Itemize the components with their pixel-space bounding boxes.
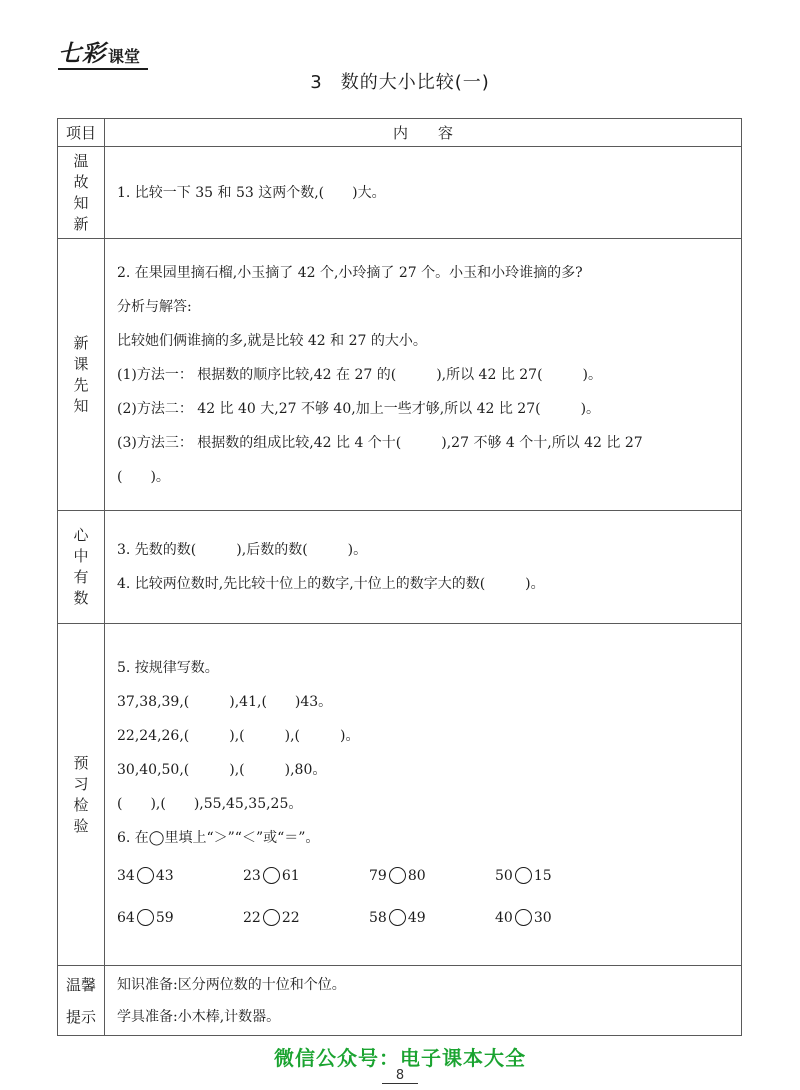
question-4 xyxy=(117,567,741,601)
sequence-text: ( xyxy=(117,795,123,812)
section-label-text: 提示 xyxy=(65,1007,96,1026)
section-content xyxy=(105,511,742,624)
section-content xyxy=(105,147,742,239)
question-6: 6. 在◯里填上“＞”“＜”或“＝”。 xyxy=(117,829,320,846)
section-tips xyxy=(58,966,742,1036)
sequence-text: ),41,( xyxy=(229,693,267,710)
logo-main-text: 七彩 xyxy=(58,41,106,67)
compare-right: 30 xyxy=(533,909,552,926)
lesson-number: 3 xyxy=(310,72,323,93)
compare-right: 59 xyxy=(155,909,174,926)
section-label xyxy=(58,239,105,511)
sequence-text: ),( xyxy=(229,761,245,778)
section-review xyxy=(58,147,742,239)
question-4-part-a: 4. 比较两位数时,先比较十位上的数字,十位上的数字大的数( xyxy=(117,576,486,592)
method-2-part-b: )。 xyxy=(580,400,601,417)
section-label-text: 温馨 xyxy=(65,975,96,994)
sequence-text: 37,38,39,( xyxy=(117,693,190,710)
sequence-text: ),( xyxy=(284,727,301,744)
question-3-part-b: ),后数的数( xyxy=(236,542,308,558)
compare-right: 80 xyxy=(407,867,426,884)
section-preview xyxy=(58,239,742,511)
compare-item xyxy=(495,897,621,939)
section-label-text: 新课先知 xyxy=(73,333,89,415)
method-2 xyxy=(117,392,741,426)
tip-tools: 学具准备:小木棒,计数器。 xyxy=(117,1008,281,1025)
column-header-item: 项目 xyxy=(58,119,105,147)
section-label-text: 心中有数 xyxy=(73,526,89,607)
method-3-part-d: )。 xyxy=(150,468,170,485)
compare-left: 22 xyxy=(243,909,261,926)
compare-item xyxy=(243,855,369,897)
compare-circle xyxy=(263,867,280,884)
compare-item xyxy=(369,855,495,897)
table-header-row xyxy=(58,119,742,147)
tip-knowledge: 知识准备:区分两位数的十位和个位。 xyxy=(117,976,346,993)
method-3-part-b: ),27 不够 4 个十,所以 42 比 27 xyxy=(441,434,643,451)
compare-right: 22 xyxy=(281,909,300,926)
method-3-part-a: (3)方法三： 根据数的组成比较,42 比 4 个十( xyxy=(117,434,402,451)
sequence-text: ),( xyxy=(150,795,166,812)
sequence-2 xyxy=(117,719,741,753)
section-label-text: 温故知新 xyxy=(73,151,89,233)
section-mind xyxy=(58,511,742,624)
section-content xyxy=(105,624,742,966)
question-2: 2. 在果园里摘石榴,小玉摘了 42 个,小玲摘了 27 个。小玉和小玲谁摘的多? xyxy=(117,264,583,281)
section-label xyxy=(58,511,105,624)
compare-circle xyxy=(263,909,280,926)
question-3-part-c: )。 xyxy=(347,542,368,558)
method-2-part-a: (2)方法二： 42 比 40 大,27 不够 40,加上一些才够,所以 42 比 27( xyxy=(117,400,541,417)
compare-circle xyxy=(389,909,406,926)
section-label xyxy=(58,147,105,239)
page-number xyxy=(0,1068,800,1083)
lesson-title: 数的大小比较(一) xyxy=(340,72,490,93)
compare-left: 58 xyxy=(369,909,387,926)
page-number-text: 8 xyxy=(382,1068,418,1084)
section-content xyxy=(105,239,742,511)
sequence-text: ),80。 xyxy=(284,761,327,778)
compare-right: 61 xyxy=(281,867,300,884)
compare-left: 79 xyxy=(369,867,387,884)
sequence-3 xyxy=(117,753,741,787)
analysis-heading: 分析与解答: xyxy=(117,298,192,315)
compare-left: 23 xyxy=(243,867,261,884)
method-1 xyxy=(117,358,741,392)
sequence-text: )43。 xyxy=(294,693,333,710)
method-3 xyxy=(117,426,741,460)
question-5: 5. 按规律写数。 xyxy=(117,659,219,676)
sequence-1 xyxy=(117,685,741,719)
question-1: 1. 比较一下 35 和 53 这两个数,( )大。 xyxy=(117,184,386,201)
compare-item xyxy=(243,897,369,939)
compare-item xyxy=(117,897,243,939)
compare-row-2 xyxy=(117,897,741,939)
compare-left: 40 xyxy=(495,909,513,926)
method-1-part-a: (1)方法一： 根据数的顺序比较,42 在 27 的( xyxy=(117,366,397,383)
section-label xyxy=(58,624,105,966)
section-label-text: 预习检验 xyxy=(73,753,89,835)
question-3 xyxy=(117,533,741,567)
sequence-text: 30,40,50,( xyxy=(117,761,190,778)
sequence-text: ),55,45,35,25。 xyxy=(193,795,303,812)
explanation: 比较她们俩谁摘的多,就是比较 42 和 27 的大小。 xyxy=(117,332,427,349)
sequence-text: )。 xyxy=(340,727,360,744)
method-3-part-c: ( xyxy=(117,468,123,485)
compare-item xyxy=(369,897,495,939)
method-1-part-b: ),所以 42 比 27( xyxy=(436,366,543,383)
sequence-4 xyxy=(117,787,741,821)
sequence-text: ),( xyxy=(229,727,245,744)
compare-right: 15 xyxy=(533,867,552,884)
page-title xyxy=(0,68,800,94)
compare-circle xyxy=(137,867,154,884)
question-4-part-b: )。 xyxy=(525,576,545,592)
compare-circle xyxy=(515,867,532,884)
compare-left: 50 xyxy=(495,867,513,884)
compare-right: 43 xyxy=(155,867,174,884)
compare-right: 49 xyxy=(407,909,426,926)
footer-watermark: 微信公众号：电子课本大全 xyxy=(274,1046,526,1070)
question-3-part-a: 3. 先数的数( xyxy=(117,542,197,558)
compare-row-1 xyxy=(117,855,741,897)
column-header-content: 内 容 xyxy=(105,119,742,147)
method-3-continued xyxy=(117,460,741,494)
publisher-logo xyxy=(58,40,140,68)
compare-left: 34 xyxy=(117,867,135,884)
logo-sub-text: 课堂 xyxy=(108,47,141,66)
compare-item xyxy=(495,855,621,897)
section-check xyxy=(58,624,742,966)
compare-circle xyxy=(137,909,154,926)
method-1-part-c: )。 xyxy=(582,366,603,383)
sequence-text: 22,24,26,( xyxy=(117,727,190,744)
section-content xyxy=(105,966,742,1036)
section-label xyxy=(58,966,105,1036)
compare-left: 64 xyxy=(117,909,135,926)
compare-item xyxy=(117,855,243,897)
lesson-table xyxy=(57,118,742,1036)
compare-circle xyxy=(515,909,532,926)
compare-circle xyxy=(389,867,406,884)
